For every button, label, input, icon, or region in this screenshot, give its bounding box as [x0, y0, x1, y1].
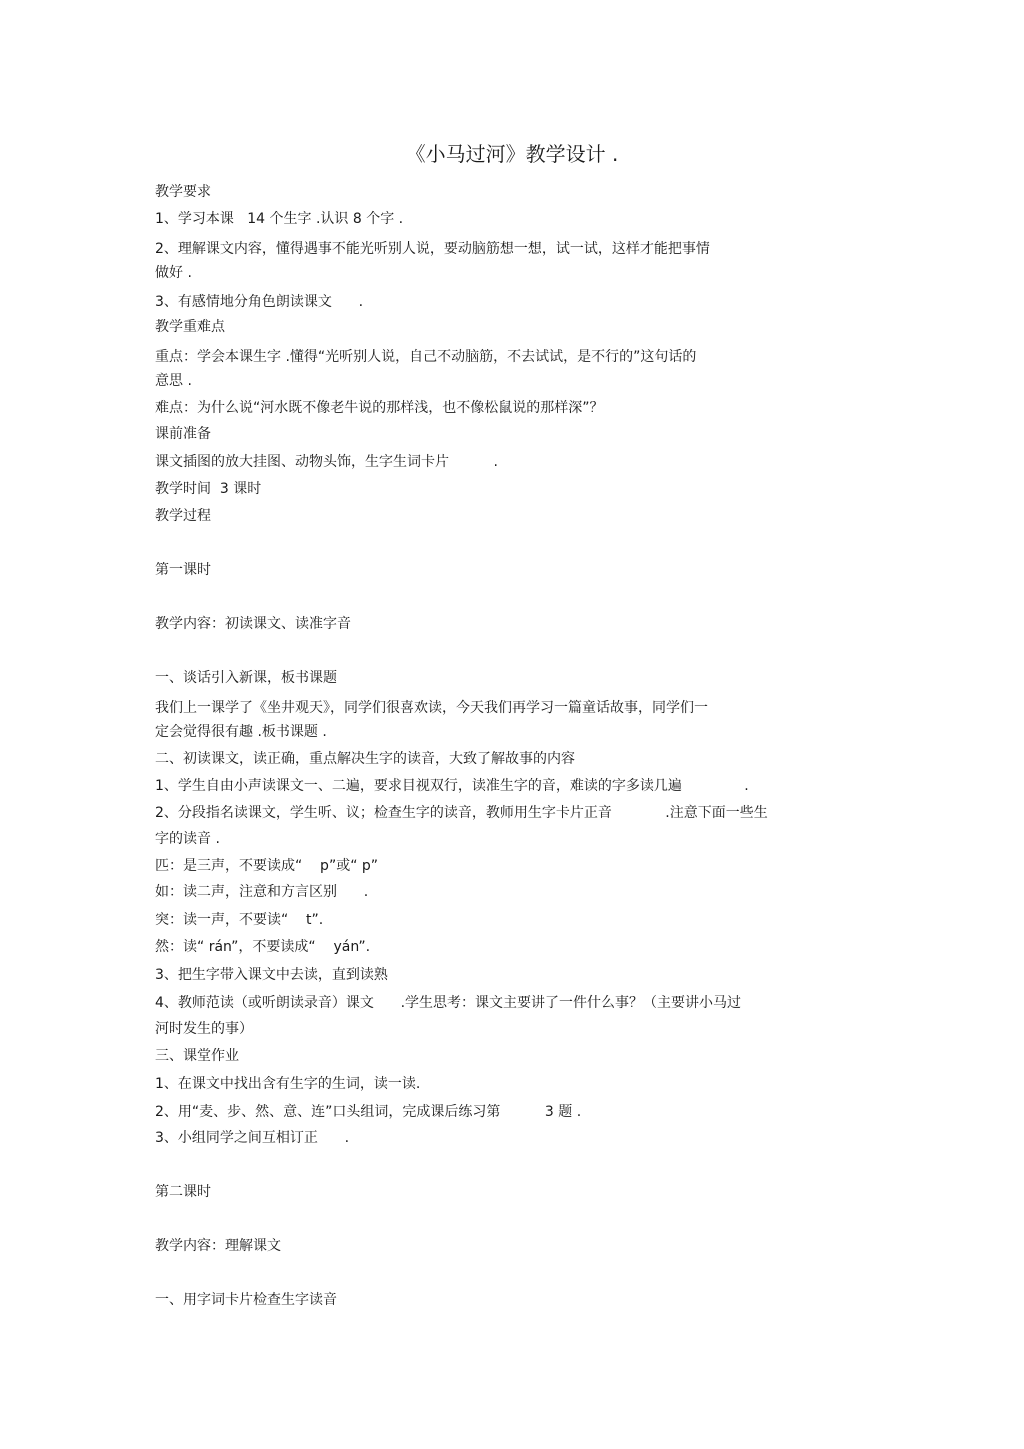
- key-point: 重点：学会本课生字 .懂得“光听别人说，自己不动脑筋，不去试试，是不行的”这句话的: [155, 349, 697, 365]
- lesson-2-content: 教学内容：理解课文: [155, 1238, 281, 1254]
- heading-teaching-requirements: 教学要求: [155, 184, 211, 200]
- requirement-1: 1、学习本课 14 个生字 .认识 8 个字 .: [155, 211, 404, 227]
- teaching-time: 教学时间 3 课时: [155, 481, 262, 497]
- heading-key-difficult-points: 教学重难点: [155, 319, 225, 335]
- intro-text-cont: 定会觉得很有趣 .板书课题 .: [155, 724, 327, 740]
- classwork-2: 2、用“麦、步、然、意、连”口头组词，完成课后练习第 3 题 .: [155, 1104, 582, 1120]
- reading-step-4: 4、教师范读（或听朗读录音）课文 .学生思考：课文主要讲了一件什么事？（主要讲小马过: [155, 995, 742, 1011]
- heading-lesson-1: 第一课时: [155, 562, 211, 578]
- heading-preparation: 课前准备: [155, 426, 211, 442]
- reading-step-2-cont: 字的读音 .: [155, 831, 220, 847]
- requirement-2: 2、理解课文内容，懂得遇事不能光听别人说，要动脑筋想一想，试一试，这样才能把事情: [155, 241, 710, 257]
- requirement-2-cont: 做好 .: [155, 265, 192, 281]
- reading-step-2: 2、分段指名读课文，学生听、议；检查生字的读音，教师用生字卡片正音 .注意下面一些生: [155, 805, 768, 821]
- classwork-1: 1、在课文中找出含有生字的生词，读一读.: [155, 1076, 421, 1092]
- section-3-classwork: 三、课堂作业: [155, 1048, 239, 1064]
- pronunciation-pi: 匹：是三声，不要读成“ p”或“ p”: [155, 858, 379, 874]
- intro-text: 我们上一课学了《坐井观天》，同学们很喜欢读，今天我们再学习一篇童话故事，同学们一: [155, 700, 708, 716]
- reading-step-4-cont: 河时发生的事）: [155, 1021, 253, 1037]
- heading-teaching-process: 教学过程: [155, 508, 211, 524]
- section-2-first-reading: 二、初读课文，读正确，重点解决生字的读音，大致了解故事的内容: [155, 751, 575, 767]
- lesson-1-content: 教学内容：初读课文、读准字音: [155, 616, 351, 632]
- heading-lesson-2: 第二课时: [155, 1184, 211, 1200]
- document-title: 《小马过河》教学设计 .: [405, 142, 619, 166]
- reading-step-1: 1、学生自由小声读课文一、二遍，要求目视双行，读准生字的音，难读的字多读几遍 .: [155, 778, 749, 794]
- preparation-text: 课文插图的放大挂图、动物头饰，生字生词卡片 .: [155, 454, 498, 470]
- pronunciation-ru: 如：读二声，注意和方言区别 .: [155, 884, 369, 900]
- key-point-cont: 意思 .: [155, 373, 192, 389]
- lesson-2-section-1: 一、用字词卡片检查生字读音: [155, 1292, 337, 1308]
- section-1-intro: 一、谈话引入新课，板书课题: [155, 670, 337, 686]
- pronunciation-tu: 突：读一声，不要读“ t”.: [155, 912, 324, 928]
- requirement-3: 3、有感情地分角色朗读课文 .: [155, 294, 364, 310]
- classwork-3: 3、小组同学之间互相订正 .: [155, 1130, 350, 1146]
- reading-step-3: 3、把生字带入课文中去读，直到读熟: [155, 967, 388, 983]
- difficult-point: 难点：为什么说“河水既不像老牛说的那样浅，也不像松鼠说的那样深”？: [155, 400, 604, 416]
- pronunciation-ran: 然：读“ rán”，不要读成“ yán”.: [155, 939, 371, 955]
